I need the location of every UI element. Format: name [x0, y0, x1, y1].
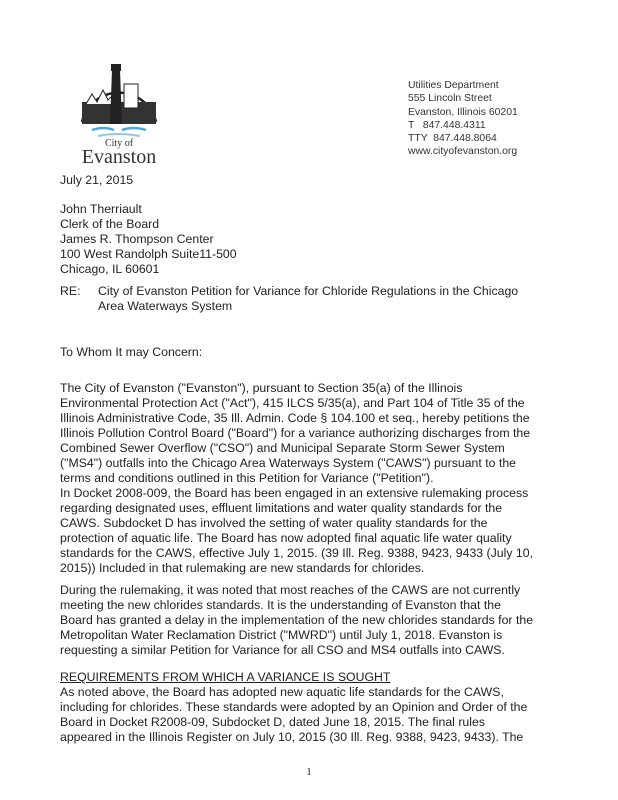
text-line: Environmental Protection Act ("Act"), 415 ILCS 5/35(a), and Part 104 of Title 35 of the — [60, 396, 525, 410]
address-line: TTY 847.448.8064 — [408, 133, 497, 145]
text-line: Board has granted a delay in the implementation of the new chlorides standards for the — [60, 613, 534, 627]
recipient-line: John Therriault — [60, 202, 142, 216]
recipient-line: James R. Thompson Center — [60, 232, 214, 246]
text-line: During the rulemaking, it was noted that most reaches of the CAWS are not currently — [60, 583, 521, 597]
website-link[interactable]: www.cityofevanston.org — [408, 146, 518, 158]
text-line: Illinois Pollution Control Board ("Board") for a variance authorizing discharges from the — [60, 426, 531, 440]
text-line: protection of aquatic life. The Board has now adopted final aquatic life water quality — [60, 531, 512, 545]
text-line: Board in Docket R2008-09, Subdocket D, dated June 18, 2015. The final rules — [60, 715, 485, 729]
text-line: standards for the CAWS, effective July 1, 2015. (39 Ill. Reg. 9388, 9423, 9433 (July 10, — [60, 546, 534, 560]
recipient-line: Chicago, IL 60601 — [60, 262, 160, 276]
section-heading: REQUIREMENTS FROM WHICH A VARIANCE IS SOUGHT — [60, 670, 391, 684]
text-line: appeared in the Illinois Register on July 10, 2015 (30 Ill. Reg. 9388, 9423, 9433). The — [60, 730, 524, 744]
subject-text: City of Evanston Petition for Variance for Chloride Regulations in the Chicago — [98, 284, 519, 298]
text-line: including for chlorides. These standards were adopted by an Opinion and Order of the — [60, 700, 528, 714]
section-requirements — [60, 670, 527, 745]
text-line: requesting a similar Petition for Variance for all CSO and MS4 outfalls into CAWS. — [60, 643, 505, 657]
text-line: regarding designated uses, effluent limitations and water quality standards for the — [60, 501, 503, 515]
text-line: The City of Evanston ("Evanston"), pursuant to Section 35(a) of the Illinois — [60, 381, 463, 395]
paragraph-petition — [60, 381, 533, 576]
subject-text: Area Waterways System — [98, 299, 233, 313]
address-line: T 847.448.4311 — [408, 119, 486, 131]
page-number: 1 — [306, 766, 312, 778]
re-label: RE: — [60, 284, 81, 298]
text-line: Metropolitan Water Reclamation District ("MWRD") until July 1, 2018. Evanston is — [60, 628, 503, 642]
text-line: 2015)) Included in that rulemaking are new standards for chlorides. — [60, 561, 425, 575]
text-line: As noted above, the Board has adopted new aquatic life standards for the CAWS, — [60, 685, 504, 699]
address-line: Utilities Department — [408, 80, 499, 91]
lighthouse-logo-icon — [74, 62, 164, 142]
paragraph-rulemaking — [60, 583, 533, 658]
recipient-line: Clerk of the Board — [60, 217, 160, 231]
salutation: To Whom It may Concern: — [60, 345, 203, 359]
text-line: Combined Sewer Overflow ("CSO") and Municipal Separate Storm Sewer System — [60, 441, 505, 455]
text-line: Illinois Administrative Code, 35 Ill. Admin. Code § 104.100 et seq., hereby petitions the — [60, 411, 530, 425]
text-line: ("MS4") outfalls into the Chicago Area Waterways System ("CAWS") pursuant to the — [60, 456, 516, 470]
text-line: meeting the new chlorides standards. It is the understanding of Evanston that the — [60, 598, 501, 612]
letterhead-address — [408, 79, 518, 159]
recipient-block — [60, 202, 237, 277]
city-logo — [74, 62, 164, 172]
address-line: 555 Lincoln Street — [408, 93, 492, 105]
logo-city-text: City of — [104, 138, 134, 149]
logo-name-text: Evanston — [81, 146, 157, 168]
address-line: Evanston, Illinois 60201 — [408, 106, 518, 118]
text-line: In Docket 2008-009, the Board has been engaged in an extensive rulemaking process — [60, 486, 529, 500]
letter-date: July 21, 2015 — [60, 173, 134, 187]
recipient-line: 100 West Randolph Suite11-500 — [60, 247, 237, 261]
text-line: terms and conditions outlined in this Petition for Variance ("Petition"). — [60, 471, 434, 485]
text-line: CAWS. Subdocket D has involved the setting of water quality standards for the — [60, 516, 488, 530]
